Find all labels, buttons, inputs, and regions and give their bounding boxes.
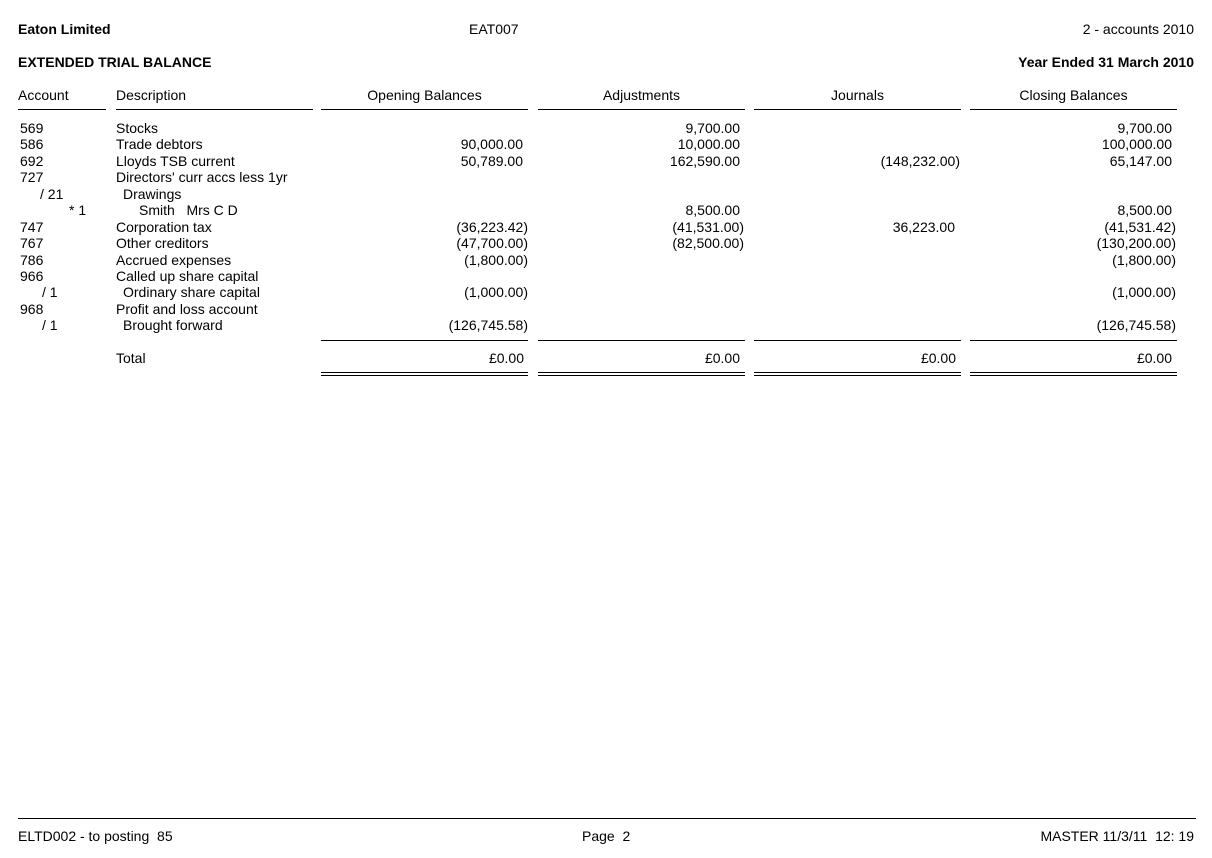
opening-value: (36,223.42) bbox=[456, 219, 528, 235]
column-header-closing: Closing Balances bbox=[1019, 87, 1128, 103]
adjustments-value: 9,700.00 bbox=[685, 120, 740, 136]
header-rule-journals bbox=[754, 109, 961, 110]
header-rule-description bbox=[116, 109, 313, 110]
account-code: 727 bbox=[20, 169, 44, 185]
total-label: Total bbox=[116, 350, 146, 366]
closing-value: (126,745.58) bbox=[1096, 317, 1176, 333]
column-header-adjustments: Adjustments bbox=[602, 87, 681, 103]
account-description: Smith Mrs C D bbox=[139, 202, 238, 218]
table-row bbox=[0, 120, 1212, 136]
total-rule-journals bbox=[754, 340, 961, 341]
table-row bbox=[0, 153, 1212, 169]
account-description: Accrued expenses bbox=[116, 252, 232, 268]
account-description: Corporation tax bbox=[116, 219, 212, 235]
account-code: 767 bbox=[20, 235, 44, 251]
total-row bbox=[0, 350, 1212, 366]
account-code: 786 bbox=[20, 252, 44, 268]
page-number: Page 2 bbox=[582, 828, 631, 844]
adjustments-value: 8,500.00 bbox=[685, 202, 740, 218]
closing-value: 8,500.00 bbox=[1117, 202, 1172, 218]
closing-value: 9,700.00 bbox=[1117, 120, 1172, 136]
total-adjustments: £0.00 bbox=[704, 350, 740, 366]
opening-value: (126,745.58) bbox=[448, 317, 528, 333]
table-row bbox=[0, 252, 1212, 268]
header-rule-closing bbox=[970, 109, 1177, 110]
table-row bbox=[0, 284, 1212, 300]
table-row bbox=[0, 219, 1212, 235]
period-label: 2 - accounts 2010 bbox=[1082, 21, 1194, 37]
company-name: Eaton Limited bbox=[18, 21, 111, 37]
column-header-description: Description bbox=[116, 87, 187, 103]
account-subcode: / 1 bbox=[42, 284, 58, 300]
footer-divider bbox=[18, 818, 1196, 819]
double-rule-journals bbox=[754, 372, 961, 376]
year-ended: Year Ended 31 March 2010 bbox=[1018, 54, 1194, 70]
adjustments-value: (82,500.00) bbox=[672, 235, 744, 251]
header-rule-opening bbox=[321, 109, 528, 110]
adjustments-value: (41,531.00) bbox=[672, 219, 744, 235]
total-rule-adjustments bbox=[538, 340, 745, 341]
journals-value: (148,232.00) bbox=[880, 153, 960, 169]
table-row bbox=[0, 136, 1212, 152]
account-description: Called up share capital bbox=[116, 268, 259, 284]
double-rule-opening bbox=[321, 372, 528, 376]
table-row bbox=[0, 169, 1212, 185]
column-header-opening: Opening Balances bbox=[367, 87, 482, 103]
account-subcode: * 1 bbox=[69, 202, 87, 218]
total-rule-closing bbox=[970, 340, 1177, 341]
table-row bbox=[0, 235, 1212, 251]
account-description: Profit and loss account bbox=[116, 301, 258, 317]
account-subcode: / 21 bbox=[40, 186, 64, 202]
double-rule-adjustments bbox=[538, 372, 745, 376]
report-title: EXTENDED TRIAL BALANCE bbox=[18, 54, 212, 70]
closing-value: (130,200.00) bbox=[1096, 235, 1176, 251]
closing-value: (1,000.00) bbox=[1112, 284, 1176, 300]
table-row bbox=[0, 202, 1212, 218]
closing-value: (41,531.42) bbox=[1104, 219, 1176, 235]
total-journals: £0.00 bbox=[920, 350, 956, 366]
column-header-account: Account bbox=[18, 87, 69, 103]
opening-value: (1,000.00) bbox=[464, 284, 528, 300]
account-code: 966 bbox=[20, 268, 44, 284]
footer-report-id: ELTD002 - to posting 85 bbox=[18, 828, 173, 844]
account-code: 968 bbox=[20, 301, 44, 317]
table-row bbox=[0, 268, 1212, 284]
total-opening: £0.00 bbox=[488, 350, 524, 366]
closing-value: 65,147.00 bbox=[1109, 153, 1172, 169]
closing-value: (1,800.00) bbox=[1112, 252, 1176, 268]
account-description: Other creditors bbox=[116, 235, 209, 251]
table-row bbox=[0, 301, 1212, 317]
account-description: Ordinary share capital bbox=[123, 284, 260, 300]
header-rule-adjustments bbox=[538, 109, 745, 110]
journals-value: 36,223.00 bbox=[892, 219, 955, 235]
account-code: 586 bbox=[20, 136, 44, 152]
account-code: 692 bbox=[20, 153, 44, 169]
footer-timestamp: MASTER 11/3/11 12: 19 bbox=[1040, 828, 1194, 844]
account-subcode: / 1 bbox=[42, 317, 58, 333]
total-closing: £0.00 bbox=[1136, 350, 1172, 366]
header-rule-account bbox=[18, 109, 106, 110]
company-code: EAT007 bbox=[469, 21, 519, 37]
account-description: Drawings bbox=[123, 186, 182, 202]
account-description: Stocks bbox=[116, 120, 159, 136]
table-row bbox=[0, 186, 1212, 202]
opening-value: 90,000.00 bbox=[460, 136, 523, 152]
closing-value: 100,000.00 bbox=[1101, 136, 1172, 152]
account-description: Directors' curr accs less 1yr bbox=[116, 169, 288, 185]
account-description: Lloyds TSB current bbox=[116, 153, 235, 169]
total-rule-opening bbox=[321, 340, 528, 341]
opening-value: (1,800.00) bbox=[464, 252, 528, 268]
account-description: Brought forward bbox=[123, 317, 223, 333]
opening-value: 50,789.00 bbox=[460, 153, 523, 169]
adjustments-value: 162,590.00 bbox=[669, 153, 740, 169]
table-row bbox=[0, 317, 1212, 333]
account-code: 747 bbox=[20, 219, 44, 235]
adjustments-value: 10,000.00 bbox=[677, 136, 740, 152]
account-code: 569 bbox=[20, 120, 44, 136]
opening-value: (47,700.00) bbox=[456, 235, 528, 251]
account-description: Trade debtors bbox=[116, 136, 203, 152]
column-header-journals: Journals bbox=[831, 87, 884, 103]
double-rule-closing bbox=[970, 372, 1177, 376]
